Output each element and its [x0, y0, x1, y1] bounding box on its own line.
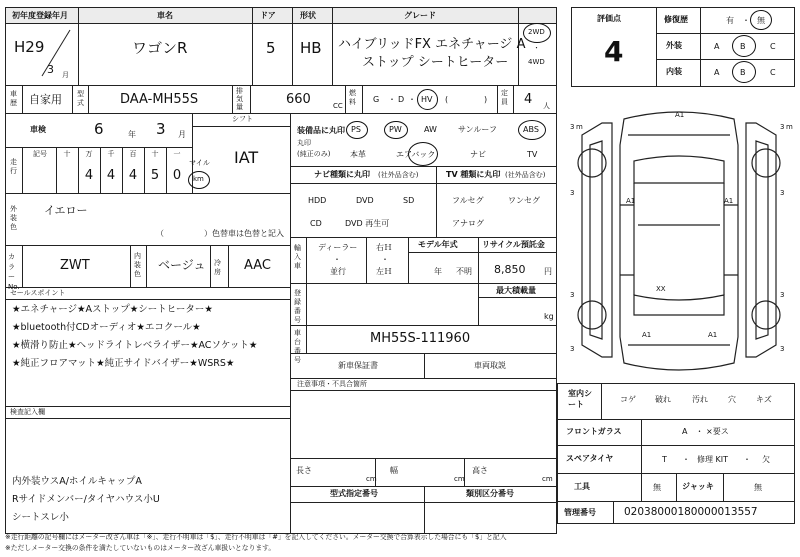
seat-tear: 破れ [655, 395, 671, 404]
shift-label: シフト [232, 115, 253, 123]
grade-label: グレード [404, 11, 436, 20]
tv-sub: (社外品含む) [505, 171, 546, 179]
capacity-unit: 人 [543, 102, 550, 110]
equip-ps: PS [351, 125, 361, 134]
equip-abs: ABS [523, 125, 539, 134]
seat-burn: コゲ [620, 395, 636, 404]
interior-grade-c: C [770, 68, 776, 77]
exterior-grade-b: B [740, 42, 746, 51]
mileage-unit-2: 千 [107, 150, 115, 158]
navi-hdd: HDD [308, 196, 327, 205]
exterior-color-value: イエロー [44, 204, 88, 217]
first-reg-month-unit: 月 [62, 71, 69, 79]
navi-cd: CD [310, 219, 322, 228]
mileage-unit-1: 万 [85, 150, 93, 158]
spare-dot-2: ・ [743, 455, 751, 464]
km-label: km [193, 175, 204, 183]
shape-label: 形状 [300, 11, 316, 20]
fuel-opt-close: ) [484, 95, 488, 104]
inspection-year: 6 [94, 120, 104, 138]
inspector-note-2: Rサイドメンバー/タイヤハウス小U [12, 494, 160, 505]
spare-dot-1: ・ [682, 455, 690, 464]
equip-sunroof: サンルーフ [458, 125, 497, 134]
width-label: 幅 [390, 466, 398, 475]
capacity-label: 定員 [501, 89, 508, 106]
color-no-value: ZWT [60, 258, 90, 273]
import-label: 輸入車 [294, 244, 301, 270]
exterior-color-label: 外装色 [10, 205, 17, 231]
capacity-value: 4 [524, 92, 533, 107]
equipment-mark-label: 丸印 [297, 139, 311, 147]
chassis-number: MH55S-111960 [370, 331, 471, 346]
spare-repair-kit: 修理 KIT [697, 455, 729, 464]
equip-pw: PW [389, 125, 402, 134]
management-number: 02038000180000013557 [624, 506, 758, 518]
displacement-label: 排気量 [236, 87, 243, 111]
displacement-value: 660 [286, 92, 311, 107]
drive-dot: ・ [533, 44, 540, 52]
corner-num-4: 3 [780, 189, 785, 197]
navi-sd: SD [403, 196, 415, 205]
repair-dot: ・ [742, 16, 750, 25]
mileage-unit-5: 一 [173, 150, 181, 158]
inspector-note-3: シートスレ小 [12, 512, 69, 523]
mileage-digit-1: 4 [84, 168, 94, 183]
tools-label: 工具 [574, 482, 590, 491]
max-load-label: 最大積載量 [496, 286, 536, 295]
interior-grade-label: 内装 [666, 67, 682, 76]
registration-label: 登録番号 [294, 289, 301, 324]
tools-value: 無 [653, 483, 661, 492]
miles-label: マイル [189, 159, 210, 167]
jack-label: ジャッキ [682, 482, 714, 491]
navi-dvd-play: DVD 再生可 [345, 219, 390, 228]
equipment-label: 装備品に丸印 [297, 126, 345, 135]
chassis-label: 車台番号 [294, 329, 301, 364]
corner-num-2: 3 [780, 123, 785, 131]
fuel-opt-g: G [373, 95, 380, 104]
car-name-label: 車名 [157, 11, 173, 20]
aircon-label: 冷房 [214, 259, 221, 276]
header-row [6, 8, 556, 23]
windshield-label: フロントガラス [566, 427, 622, 436]
mgmt-no-label: 管理番号 [564, 508, 596, 517]
mileage-digit-2: 4 [106, 168, 116, 183]
height-label: 高さ [472, 466, 488, 475]
car-name: ワゴンR [132, 39, 188, 57]
left-h-option: 左Ｈ [376, 267, 392, 276]
diagram-label-a1-rear-right: A1 [708, 331, 718, 339]
length-label: 長さ [296, 466, 312, 475]
new-warranty-option: 新車保証書 [338, 361, 378, 370]
sales-point-2: ★bluetooth付CDオーディオ★エコクール★ [12, 322, 201, 333]
aircon-value: AAC [244, 258, 271, 273]
notes-label: 注意事項・不具合箇所 [297, 380, 367, 388]
repair-label: 修復歴 [664, 15, 688, 24]
diagram-label-a1-rear-left: A1 [642, 331, 652, 339]
interior-color-label: 内装色 [134, 252, 141, 278]
mileage-digit-4: 5 [150, 168, 160, 183]
shift-value: IAT [234, 148, 259, 167]
right-h-option: 右Ｈ [376, 243, 392, 252]
seat-hole: 穴 [728, 395, 736, 404]
interior-grade-a: A [714, 68, 720, 77]
model-year-unit: 年 [434, 267, 442, 276]
door-label: ドア [260, 11, 276, 20]
manual-option: 車両取説 [474, 361, 506, 370]
usage-value: 自家用 [29, 93, 62, 106]
equipment-sub-label: (純正のみ) [297, 150, 331, 158]
category-no-label: 類別区分番号 [466, 489, 514, 498]
navi-dvd: DVD [356, 196, 374, 205]
interior-grade-b: B [740, 68, 746, 77]
corner-num-6: 3 [780, 291, 785, 299]
color-no-label: カラーNo. [8, 253, 20, 291]
diagram-label-a1-right: A1 [724, 197, 734, 205]
height-unit: cm [542, 475, 553, 483]
exterior-grade-label: 外装 [666, 41, 682, 50]
mileage-unit-4: 十 [151, 150, 159, 158]
exterior-grade-c: C [770, 42, 776, 51]
length-unit: cm [366, 475, 377, 483]
interior-color-value: ベージュ [158, 258, 206, 272]
seat-stain: 汚れ [692, 395, 708, 404]
fuel-opt-d: D [398, 95, 405, 104]
sales-point-3: ★横滑り防止★ヘッドライトレベライザー★ACソケット★ [12, 340, 258, 351]
spare-t: T [662, 455, 667, 464]
score-value: 4 [604, 35, 624, 68]
corner-num-5: 3 [570, 291, 575, 299]
model-year-unknown: 不明 [456, 267, 472, 276]
corner-unit-2: m [786, 123, 793, 131]
corner-num-1: 3 [570, 123, 575, 131]
parallel-option: 並行 [330, 267, 346, 276]
max-load-unit: kg [544, 312, 554, 321]
equip-airbag: エアバック [396, 150, 436, 159]
first-reg-label: 初年度登録年月 [12, 11, 68, 20]
dealer-option: ディーラー [318, 243, 358, 252]
repair-no: 無 [757, 16, 765, 25]
tv-oneseg: ワンセグ [508, 196, 540, 205]
sales-points-label: セールスポイント [10, 289, 66, 297]
inspection-month-unit: 月 [178, 130, 186, 139]
fuel-opt-open: ( [445, 95, 449, 104]
navi-sub: (社外品含む) [378, 171, 419, 179]
color-note: （ ）色替車は色替と記入 [156, 229, 284, 238]
tv-analog: アナログ [452, 219, 484, 228]
drive-4wd: 4WD [528, 58, 545, 66]
diagram-label-a1-top: A1 [675, 111, 685, 119]
equip-tv: TV [527, 150, 538, 159]
tv-label: TV 種類に丸印 [446, 170, 501, 179]
recycle-fee: 8,850 [494, 263, 526, 276]
footnote-2: ※ただしメーター交換の条件を満たしていないものはメーター改ざん車扱いとなります。 [5, 544, 276, 552]
sales-point-4: ★純正フロアマット★純正サイドバイザー★WSRS★ [12, 358, 235, 369]
diagram-label-xx: XX [656, 285, 666, 293]
corner-num-3: 3 [570, 189, 575, 197]
recycle-yen: 円 [544, 267, 552, 276]
car-damage-diagram [562, 105, 796, 381]
grade-line-1: ハイブリッドFX エネチャージ A [338, 37, 526, 52]
tv-fullseg: フルセグ [452, 196, 484, 205]
sales-point-1: ★エネチャージ★Aストップ★シートヒーター★ [12, 304, 213, 315]
inspection-label: 車検 [30, 125, 46, 134]
fuel-opt-hv: HV [421, 95, 433, 104]
mileage-label: 走行 [10, 158, 17, 175]
exterior-grade-a: A [714, 42, 720, 51]
body-shape: HB [300, 39, 322, 57]
windshield-value: A ・ ×要ス [682, 427, 729, 436]
first-reg-year: H29 [14, 38, 45, 56]
inspection-year-unit: 年 [128, 130, 136, 139]
model-code: DAA-MH55S [120, 92, 199, 107]
equip-leather: 本革 [350, 150, 366, 159]
door-count: 5 [266, 39, 276, 57]
mileage-symbol-label: 記号 [33, 150, 47, 158]
jack-value: 無 [754, 483, 762, 492]
footnote-1: ※走行距離の記号欄にはメーター改ざん車は「※」、走行不明車は「$」、走行不明車は「#」を記入してください。メーター交換で合算表示した場合にも「$」と記入 [5, 533, 507, 541]
equip-navi: ナビ [470, 150, 486, 159]
equip-aw: AW [424, 125, 437, 134]
navi-label: ナビ種類に丸印 [314, 170, 370, 179]
seat-scratch: キズ [756, 395, 772, 404]
fuel-label: 燃料 [349, 89, 356, 106]
mileage-unit-3: 百 [129, 150, 137, 158]
inspection-month: 3 [156, 120, 166, 138]
inspector-note-1: 内外装ウスA/ホイルキャップA [12, 476, 142, 487]
score-label: 評価点 [597, 14, 621, 23]
grade-line-2: ストップ シートヒーター [362, 55, 509, 70]
diagram-label-a1-left: A1 [626, 197, 636, 205]
usage-label: 車歴 [10, 90, 17, 107]
corner-num-7: 3 [570, 345, 575, 353]
width-unit: cm [454, 475, 465, 483]
mileage-unit-0: 十 [63, 150, 71, 158]
corner-unit-1: m [576, 123, 583, 131]
type-designation-label: 型式指定番号 [330, 489, 378, 498]
repair-yes: 有 [726, 16, 734, 25]
drive-2wd: 2WD [528, 28, 545, 36]
first-reg-month: 3 [47, 63, 54, 76]
corner-num-8: 3 [780, 345, 785, 353]
interior-seat-label: 室内シート [568, 389, 592, 409]
model-type-label: 型式 [77, 90, 84, 107]
displacement-unit: CC [333, 102, 343, 110]
mileage-digit-5: 0 [172, 168, 182, 183]
spare-tire-label: スペアタイヤ [566, 454, 614, 463]
recycle-label: リサイクル預託金 [482, 240, 545, 249]
inspector-notes-label: 検査記入欄 [10, 408, 45, 416]
spare-missing: 欠 [762, 455, 770, 464]
mileage-digit-3: 4 [128, 168, 138, 183]
model-year-label: モデル年式 [418, 240, 458, 249]
